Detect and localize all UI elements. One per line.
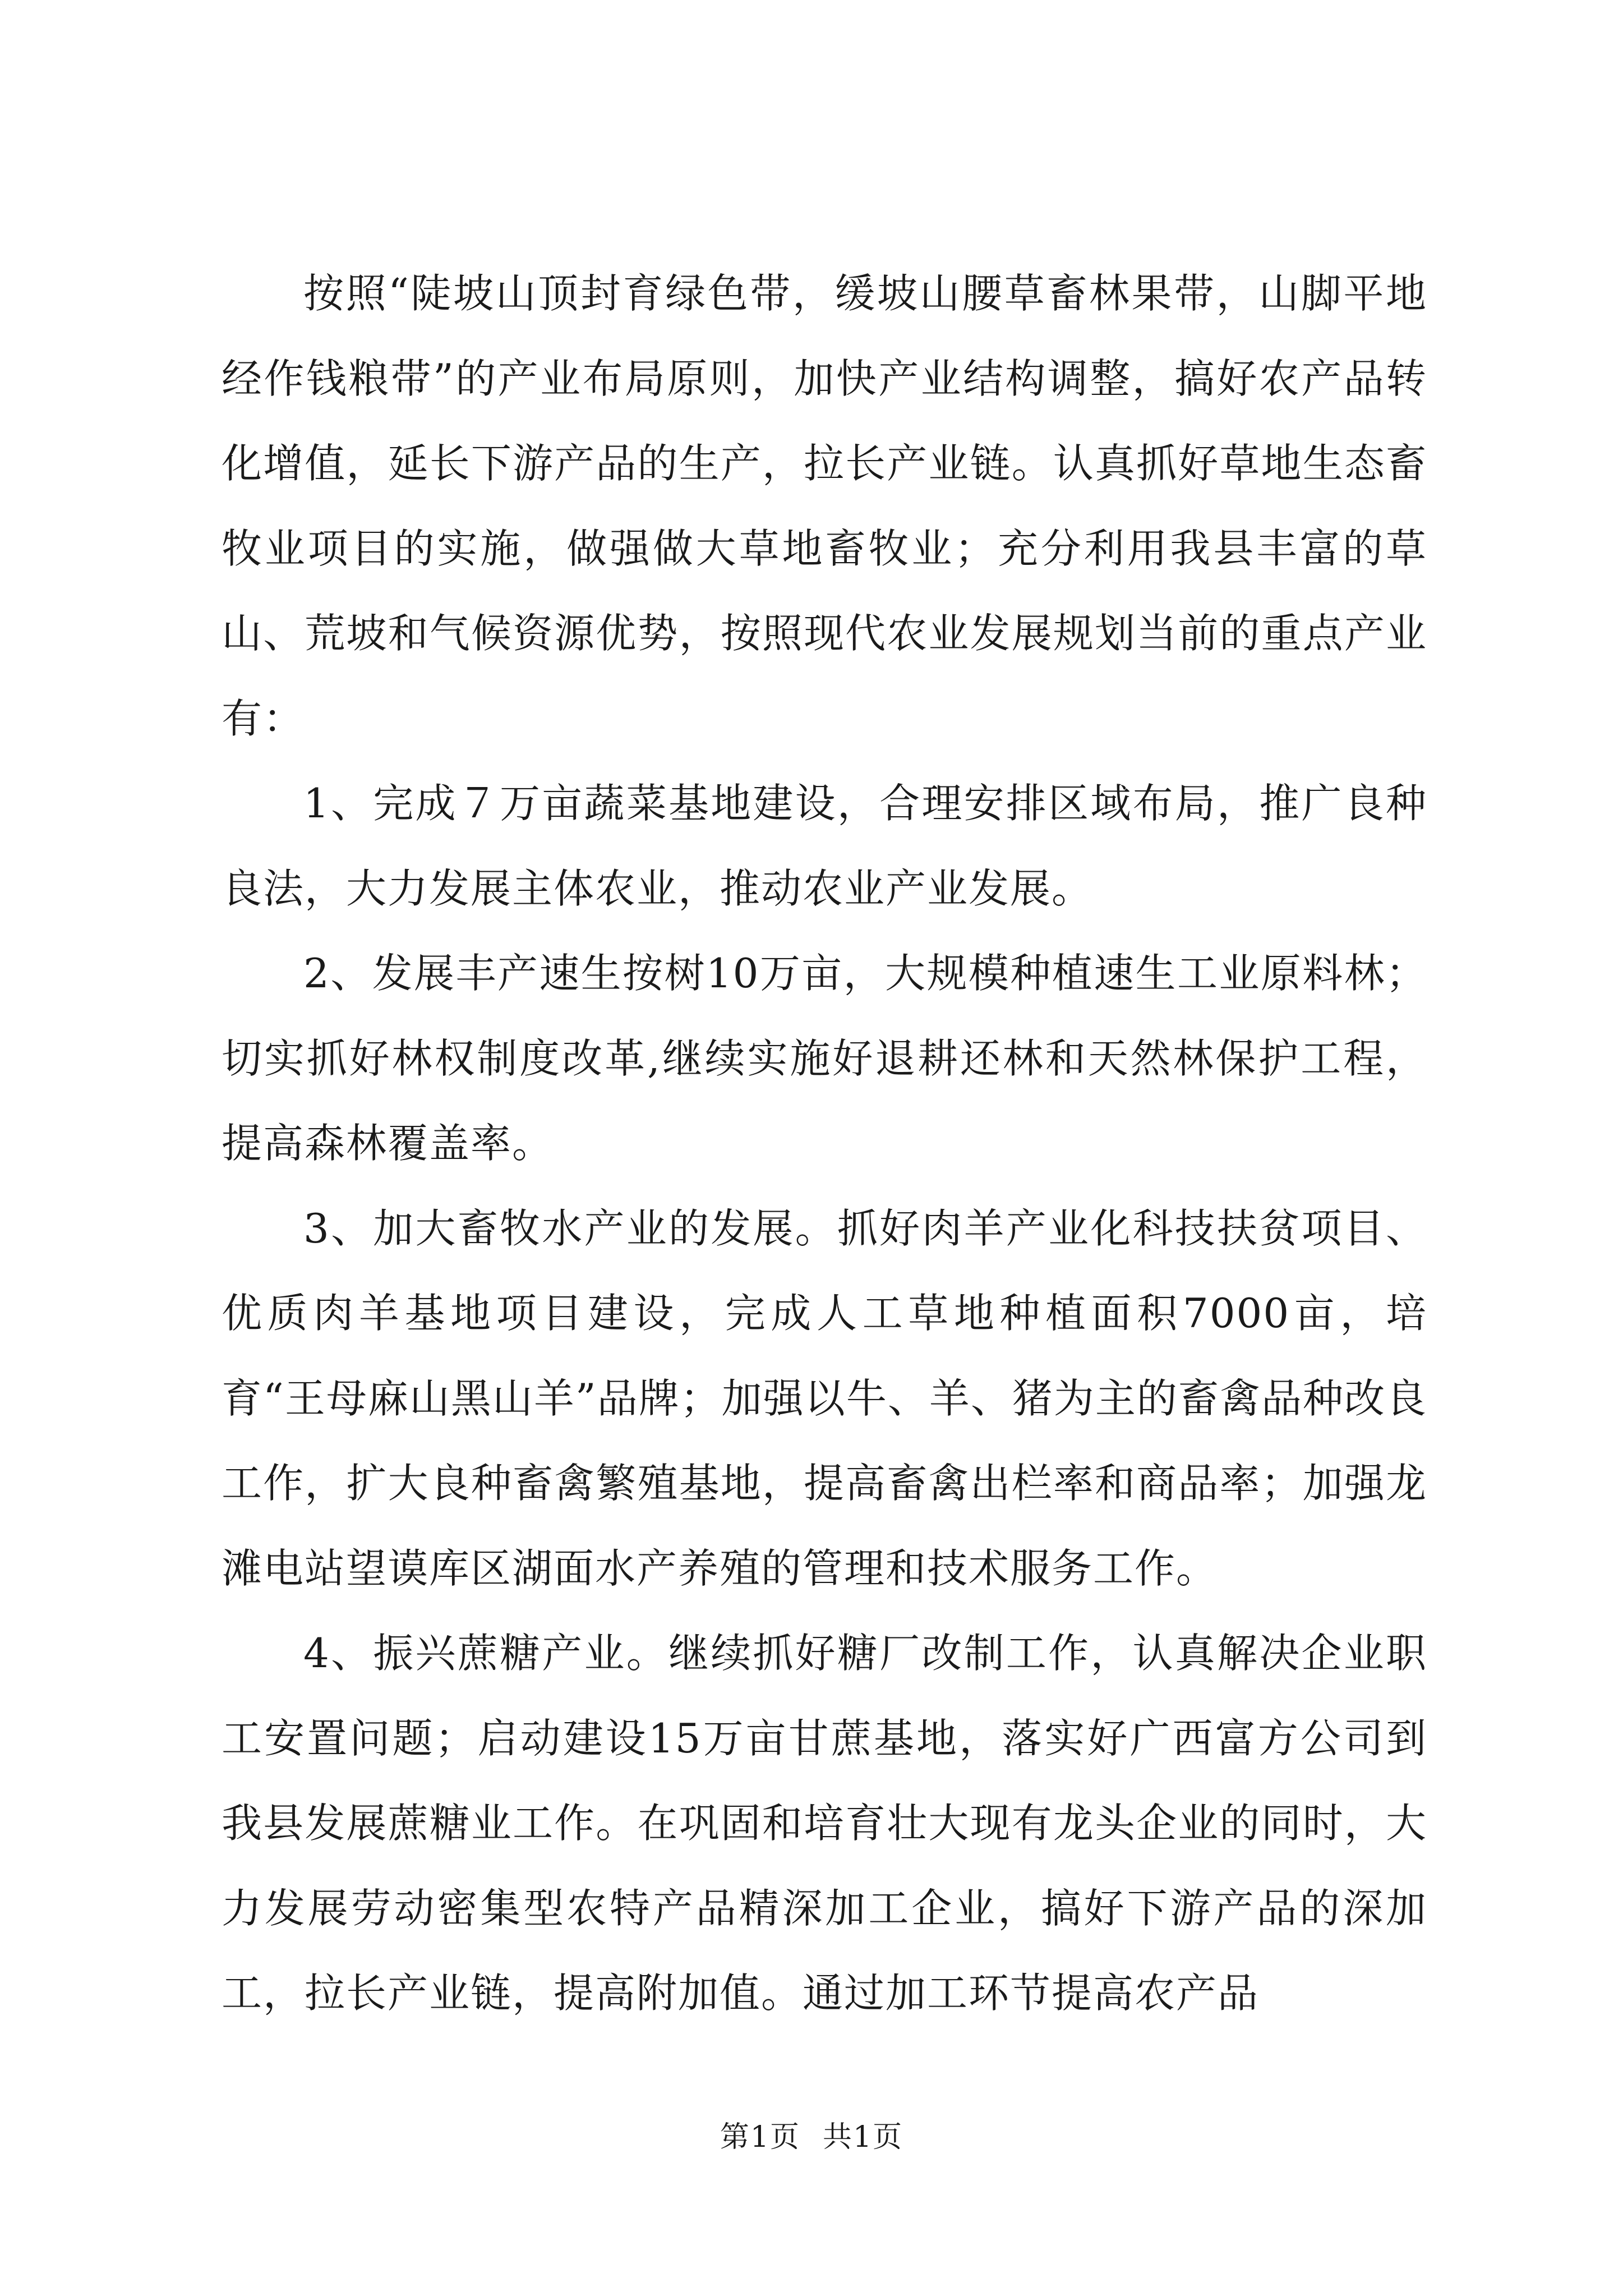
- paragraph-intro: 按照“陡坡山顶封育绿色带，缓坡山腰草畜林果带，山脚平地经作钱粮带”的产业布局原则，加快产业结构调整，搞好农产品转化增值，延长下游产品的生产，拉长产业链。认真抓好草地生态畜牧业项目的实施，做强做大草地畜牧业；充分利用我县丰富的草山、荒坡和气候资源优势，按照现代农业发展规划当前的重点产业有：: [222, 270, 1427, 742]
- paragraph-item-1: 1、完成７万亩蔬菜基地建设，合理安排区域布局，推广良种良法，大力发展主体农业，推动农业产业发展。: [222, 780, 1427, 912]
- paragraph-item-2: 2、发展丰产速生按树10万亩，大规模种植速生工业原料林；切实抓好林权制度改革,继续实施好退耕还林和天然林保护工程，提高森林覆盖率。: [222, 950, 1427, 1167]
- page-total: 共1页: [823, 2120, 903, 2154]
- document-body: [222, 251, 1427, 2036]
- page-number: 第1页: [720, 2120, 800, 2154]
- paragraph-item-3: 3、加大畜牧水产业的发展。抓好肉羊产业化科技扶贫项目、优质肉羊基地项目建设，完成人工草地种植面积7000亩，培育“王母麻山黑山羊”品牌；加强以牛、羊、猪为主的畜禽品种改良工作，扩大良种畜禽繁殖基地，提高畜禽出栏率和商品率；加强龙滩电站望谟库区湖面水产养殖的管理和技术服务工作。: [222, 1204, 1427, 1592]
- paragraph-item-4: 4、振兴蔗糖产业。继续抓好糖厂改制工作，认真解决企业职工安置问题；启动建设15万亩甘蔗基地，落实好广西富方公司到我县发展蔗糖业工作。在巩固和培育壮大现有龙头企业的同时，大力发展劳动密集型农特产品精深加工企业，搞好下游产品的深加工，拉长产业链，提高附加值。通过加工环节提高农产品: [222, 1630, 1427, 2017]
- page-footer: [0, 2118, 1623, 2157]
